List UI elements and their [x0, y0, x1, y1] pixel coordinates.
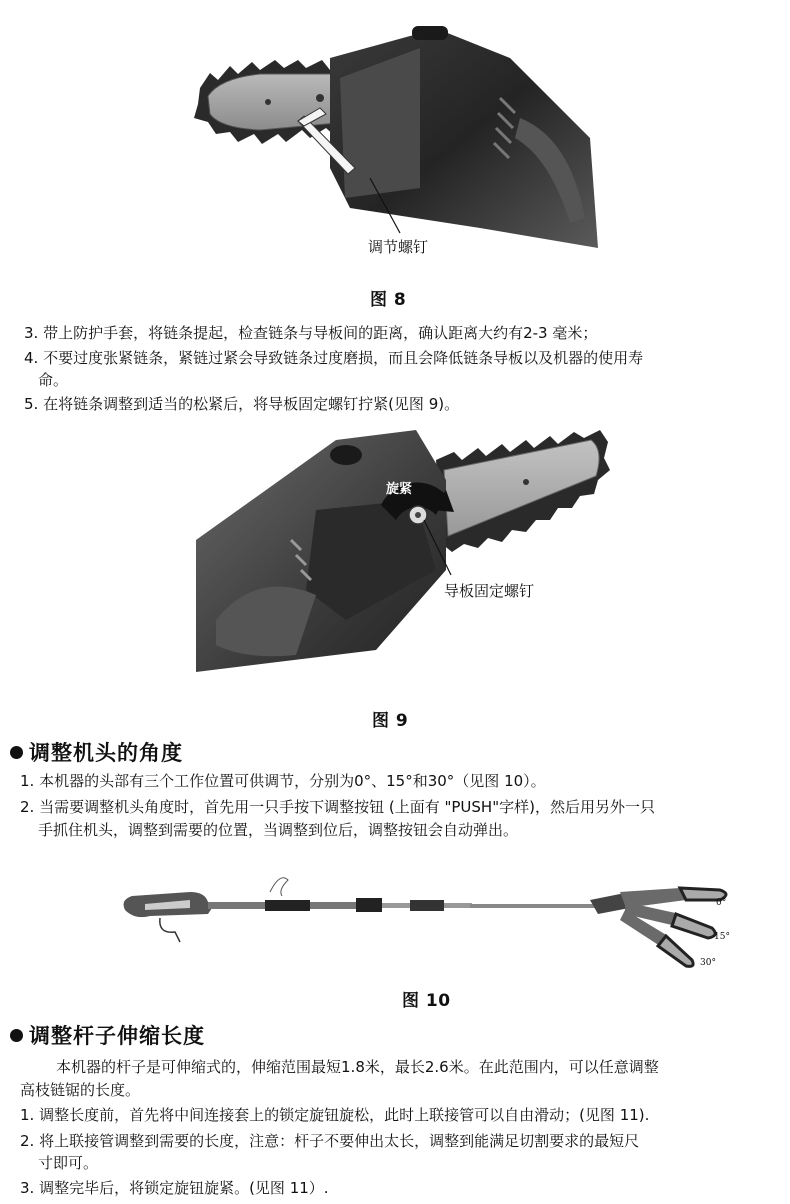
- guide-bar-screw-callout: 导板固定螺钉: [444, 582, 535, 600]
- pole-step-3: 3. 调整完毕后，将锁定旋钮旋紧。(见图 11）.: [20, 1179, 329, 1197]
- step-4: 4. 不要过度张紧链条，紧链过紧会导致链条过度磨损，而且会降低链条导板以及机器的使用寿: [24, 349, 644, 367]
- figure-8-caption: 图 8: [370, 290, 407, 310]
- pole-step-1: 1. 调整长度前，首先将中间连接套上的锁定旋钮旋松，此时上联接管可以自由滑动；(见图 11).: [20, 1106, 650, 1124]
- figure-8: [180, 18, 600, 263]
- guide-bar-screw-illustration: [196, 420, 616, 672]
- figure-10: [120, 862, 740, 972]
- angle-label-15: 15°: [714, 932, 730, 942]
- chainsaw-head-illustration: [180, 18, 600, 263]
- pole-step-2-continuation: 寸即可。: [38, 1154, 99, 1172]
- adjusting-screw-callout: 调节螺钉: [368, 238, 429, 256]
- angle-label-0: 0°: [716, 898, 727, 908]
- step-4-continuation: 命。: [38, 371, 69, 389]
- pole-intro-continuation: 高枝链锯的长度。: [20, 1081, 141, 1099]
- angle-label-30: 30°: [700, 958, 716, 968]
- tighten-arrow-label: 旋紧: [386, 482, 413, 497]
- step-5: 5. 在将链条调整到适当的松紧后，将导板固定螺钉拧紧(见图 9)。: [24, 395, 460, 413]
- figure-10-caption: 图 10: [402, 991, 451, 1011]
- angle-step-2-continuation: 手抓住机头，调整到需要的位置，当调整到位后，调整按钮会自动弹出。: [38, 821, 519, 839]
- figure-9-caption: 图 9: [372, 711, 409, 731]
- angle-step-2: 2. 当需要调整机头角度时，首先用一只手按下调整按钮 (上面有 "PUSH"字样)，然后用另外一只: [20, 798, 655, 816]
- pole-step-2: 2. 将上联接管调整到需要的长度，注意：杆子不要伸出太长，调整到能满足切割要求的最短尺: [20, 1132, 640, 1150]
- angle-step-1: 1. 本机器的头部有三个工作位置可供调节，分别为0°、15°和30°（见图 10）。: [20, 772, 546, 790]
- bullet-icon: [10, 1029, 23, 1042]
- bullet-icon: [10, 746, 23, 759]
- pole-saw-angle-illustration: [120, 862, 740, 972]
- pole-intro: 本机器的杆子是可伸缩式的，伸缩范围最短1.8米，最长2.6米。在此范围内，可以任意调整: [56, 1058, 659, 1076]
- section-heading-pole-length: 调整杆子伸缩长度: [10, 1020, 205, 1050]
- step-3: 3. 带上防护手套，将链条提起，检查链条与导板间的距离，确认距离大约有2-3 毫米；: [24, 324, 598, 342]
- section-heading-angle: 调整机头的角度: [10, 737, 183, 767]
- figure-9: [196, 420, 616, 672]
